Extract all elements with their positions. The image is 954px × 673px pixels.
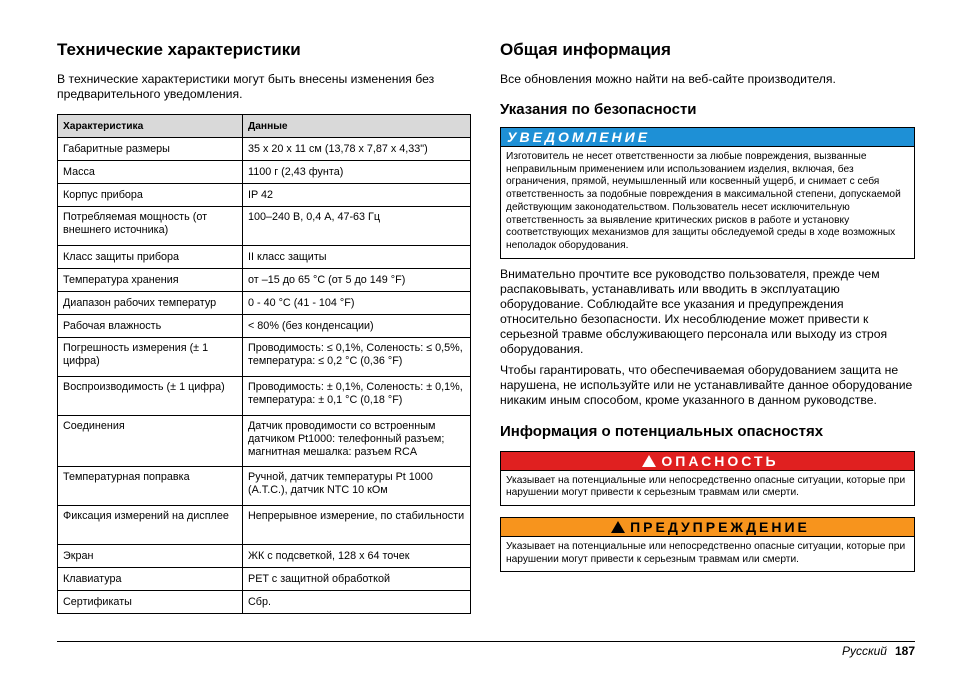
table-row <box>58 207 471 246</box>
table-row <box>58 338 471 377</box>
table-row <box>58 246 471 269</box>
danger-box <box>500 451 915 506</box>
table-cell-data: Проводимость: ± 0,1%, Соленость: ± 0,1%, температура: ± 0,1 °C (0,18 °F) <box>243 377 471 416</box>
table-cell-characteristic: Габаритные размеры <box>58 138 243 161</box>
table-cell-data: 0 - 40 °C (41 - 104 °F) <box>243 292 471 315</box>
table-row <box>58 568 471 591</box>
table-cell-characteristic: Масса <box>58 161 243 184</box>
table-row <box>58 184 471 207</box>
table-cell-data: Датчик проводимости со встроенным датчиком Pt1000: телефонный разъем; магнитная мешалка: разъем RCA <box>243 416 471 467</box>
table-row <box>58 545 471 568</box>
notice-text: Изготовитель не несет ответственности за любые повреждения, вызванные неправильным применением или использованием изделия, включая, без ограничения, прямой, неумышленный или косвенный ущерб, и снимает с себя ответственность за подобные повреждения в максимальной степени, допускаемой действующим законодательством. Пользователь несет исключительную ответственность за выявление критических рисков в работе и установку соответствующих механизмов для защиты обследуемой среды в ходе возможных неполадок оборудования. <box>506 151 901 251</box>
table-row <box>58 138 471 161</box>
table-cell-data: IP 42 <box>243 184 471 207</box>
table-cell-characteristic: Фиксация измерений на дисплее <box>58 506 243 545</box>
safety-paragraph-1: Внимательно прочтите все руководство пользователя, прежде чем распаковывать, устанавливать или вводить в эксплуатацию оборудование. Соблюдайте все указания и предупреждения относительно безопасности. Их несоблюдение может привести к серьезной травме обслуживающего персонала или выходу из строя оборудования. <box>500 266 888 356</box>
general-information-section <box>500 40 915 572</box>
table-cell-characteristic: Класс защиты прибора <box>58 246 243 269</box>
table-cell-data: 1100 г (2,43 фунта) <box>243 161 471 184</box>
table-cell-characteristic: Рабочая влажность <box>58 315 243 338</box>
warning-label: ПРЕДУПРЕЖДЕНИЕ <box>630 519 810 536</box>
table-cell-characteristic: Воспроизводимость (± 1 цифра) <box>58 377 243 416</box>
page-footer <box>842 644 915 658</box>
page-number: 187 <box>894 644 915 658</box>
specifications-title: Технические характеристики <box>57 40 301 59</box>
safety-paragraph-2: Чтобы гарантировать, что обеспечиваемая оборудованием защита не нарушена, не используйте или не устанавливайте данное оборудование никаким иным способом, кроме указанного в данном руководстве. <box>500 362 913 407</box>
specifications-intro: В технические характеристики могут быть внесены изменения без предварительного уведомления. <box>57 72 435 101</box>
warning-box <box>500 517 915 572</box>
table-cell-characteristic: Клавиатура <box>58 568 243 591</box>
footer-divider <box>57 641 915 642</box>
warning-text: Указывает на потенциальные или непосредственно опасные ситуации, которые при нарушении могут привести к серьезным травмам или смерти. <box>506 541 906 565</box>
table-row <box>58 591 471 614</box>
table-row <box>58 315 471 338</box>
table-cell-characteristic: Погрешность измерения (± 1 цифра) <box>58 338 243 377</box>
danger-header <box>501 452 914 471</box>
table-cell-data: ЖК с подсветкой, 128 x 64 точек <box>243 545 471 568</box>
table-cell-data: 35 x 20 x 11 см (13,78 x 7,87 x 4,33") <box>243 138 471 161</box>
general-information-title: Общая информация <box>500 40 671 59</box>
general-information-intro: Все обновления можно найти на веб-сайте производителя. <box>500 72 836 86</box>
table-row <box>58 161 471 184</box>
table-cell-data: 100–240 В, 0,4 А, 47-63 Гц <box>243 207 471 246</box>
table-row <box>58 416 471 467</box>
warning-header <box>501 518 914 537</box>
table-cell-data: Непрерывное измерение, по стабильности <box>243 506 471 545</box>
table-row <box>58 292 471 315</box>
table-cell-data: < 80% (без конденсации) <box>243 315 471 338</box>
warning-triangle-icon <box>611 521 625 533</box>
notice-label: УВЕДОМЛЕНИЕ <box>501 128 914 147</box>
table-cell-data: от –15 до 65 °C (от 5 до 149 °F) <box>243 269 471 292</box>
table-header-row <box>58 115 471 138</box>
table-cell-characteristic: Температура хранения <box>58 269 243 292</box>
table-cell-data: PET с защитной обработкой <box>243 568 471 591</box>
table-cell-data: Проводимость: ≤ 0,1%, Соленость: ≤ 0,5%, температура: ≤ 0,2 °C (0,36 °F) <box>243 338 471 377</box>
table-cell-characteristic: Корпус прибора <box>58 184 243 207</box>
table-cell-characteristic: Потребляемая мощность (от внешнего источника) <box>58 207 243 246</box>
danger-label: ОПАСНОСТЬ <box>661 452 779 469</box>
table-cell-characteristic: Соединения <box>58 416 243 467</box>
table-cell-characteristic: Температурная поправка <box>58 467 243 506</box>
specifications-section <box>57 40 471 614</box>
footer-language: Русский <box>841 644 887 658</box>
table-row <box>58 506 471 545</box>
danger-text: Указывает на потенциальные или непосредственно опасные ситуации, которые при нарушении могут привести к серьезным травмам или смерти. <box>506 474 906 499</box>
table-cell-characteristic: Экран <box>58 545 243 568</box>
safety-title: Указания по безопасности <box>500 101 697 118</box>
table-cell-characteristic: Сертификаты <box>58 591 243 614</box>
warning-triangle-icon <box>642 455 656 467</box>
table-cell-data: II класс защиты <box>243 246 471 269</box>
table-cell-data: Сбр. <box>243 591 471 614</box>
table-header-characteristic: Характеристика <box>58 115 243 138</box>
table-cell-data: Ручной, датчик температуры Pt 1000 (A.T.C.), датчик NTC 10 кОм <box>243 467 471 506</box>
table-cell-characteristic: Диапазон рабочих температур <box>58 292 243 315</box>
table-row <box>58 467 471 506</box>
table-row <box>58 377 471 416</box>
table-header-data: Данные <box>243 115 471 138</box>
table-row <box>58 269 471 292</box>
hazard-title: Информация о потенциальных опасностях <box>500 422 824 440</box>
specifications-table <box>57 114 471 614</box>
notice-box <box>500 127 915 259</box>
